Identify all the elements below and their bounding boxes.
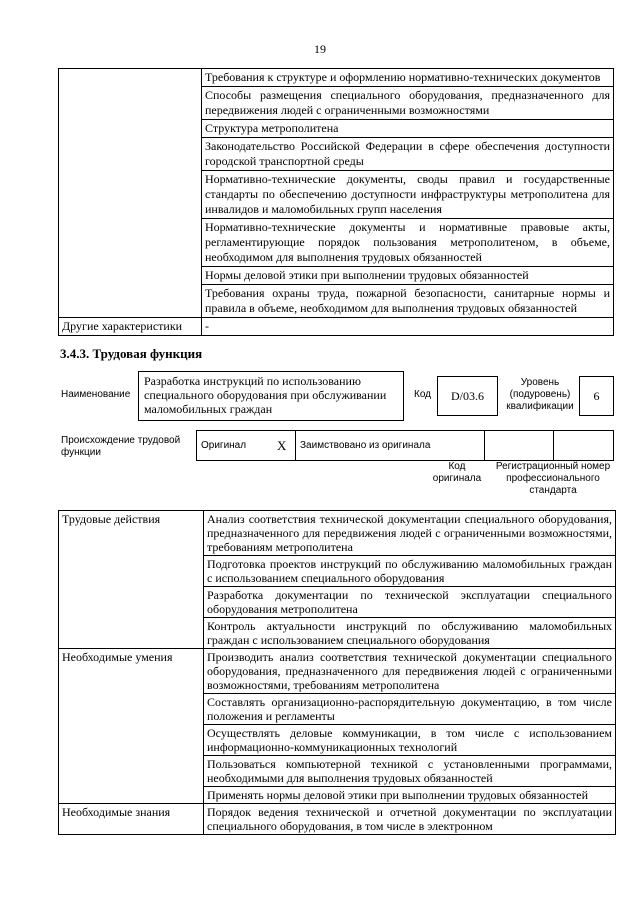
function-name-box: Разработка инструкций по использованию специального оборудования при обслуживании маломобильных граждан [138,371,404,421]
row-label: Другие характеристики [59,318,202,336]
row-value: Порядок ведения технической и отчетной документации по эксплуатации специального оборудования, в том числе в электронном [204,804,616,835]
table-row [197,431,614,461]
row-label: Трудовые действия [59,511,204,649]
row-value: Законодательство Российской Федерации в сфере обеспечения доступности городской транспортной среды [202,138,614,171]
row-label [59,69,202,318]
function-code-box: D/03.6 [437,376,498,416]
table-row [59,511,616,556]
original-mark: X [273,431,296,461]
original-label: Оригинал [197,431,274,461]
row-value: Применять нормы деловой этики при выполнении трудовых обязанностей [204,787,616,804]
row-value: Подготовка проектов инструкций по обслуживанию маломобильных граждан с использованием специального оборудования [204,556,616,587]
row-value: Структура метрополитена [202,120,614,138]
origin-code-cell [485,431,554,461]
code-label: Код [414,389,432,400]
knowledge-table-continued [58,68,614,336]
row-value: Требования к структуре и оформлению нормативно-технических документов [202,69,614,87]
level-label: Уровень (подуровень) квалификации [506,377,574,412]
row-label: Необходимые умения [59,649,204,804]
qualification-level-box: 6 [579,376,614,416]
table-row [59,318,614,336]
borrowed-label: Заимствовано из оригинала [296,431,485,461]
registration-number-caption: Регистрационный номер профессионального стандарта [495,461,611,496]
table-row [59,69,614,87]
row-value: Анализ соответствия технической документации специального оборудования, предназначенного для передвижения людей с ограниченными возможностями, требованиям метрополитена [204,511,616,556]
table-row [59,649,616,694]
row-value: Производить анализ соответствия технической документации специального оборудования, предназначенного для передвижения людей с ограниченными возможностями, требованиям метрополитена [204,649,616,694]
table-row [59,804,616,835]
row-label: Необходимые знания [59,804,204,835]
row-value: Осуществлять деловые коммуникации, в том числе с использованием информационно-коммуникационных технологий [204,725,616,756]
row-value: Нормы деловой этики при выполнении трудовых обязанностей [202,267,614,285]
row-value: Способы размещения специального оборудования, предназначенного для передвижения людей с ограниченными возможностями [202,87,614,120]
row-value: Нормативно-технические документы и нормативные правовые акты, регламентирующие порядок пользования метрополитеном, в объеме, необходимом для выполнения трудовых обязанностей [202,219,614,267]
row-value: - [202,318,614,336]
section-title: 3.4.3. Трудовая функция [60,346,203,361]
labor-function-table [58,510,616,835]
row-value: Составлять организационно-распорядительную документацию, в том числе положения и регламенты [204,694,616,725]
row-value: Разработка документации по технической эксплуатации специального оборудования метрополитена [204,587,616,618]
page-number: 19 [314,42,326,56]
origin-code-caption: Код оригинала [432,461,482,484]
registration-number-cell [554,431,614,461]
row-value: Требования охраны труда, пожарной безопасности, санитарные нормы и правила в объеме, необходимом для выполнения трудовых обязанностей [202,285,614,318]
name-label: Наименование [61,389,131,400]
row-value: Пользоваться компьютерной техникой с установленными программами, необходимыми для выполнения трудовых обязанностей [204,756,616,787]
origin-label: Происхождение трудовой функции [61,435,181,458]
origin-table [196,430,614,461]
row-value: Нормативно-технические документы, своды правил и государственные стандарты по обеспечению доступности инфраструктуры метрополитена для инвалидов и маломобильных групп населения [202,171,614,219]
row-value: Контроль актуальности инструкций по обслуживанию маломобильных граждан с использованием специального оборудования [204,618,616,649]
